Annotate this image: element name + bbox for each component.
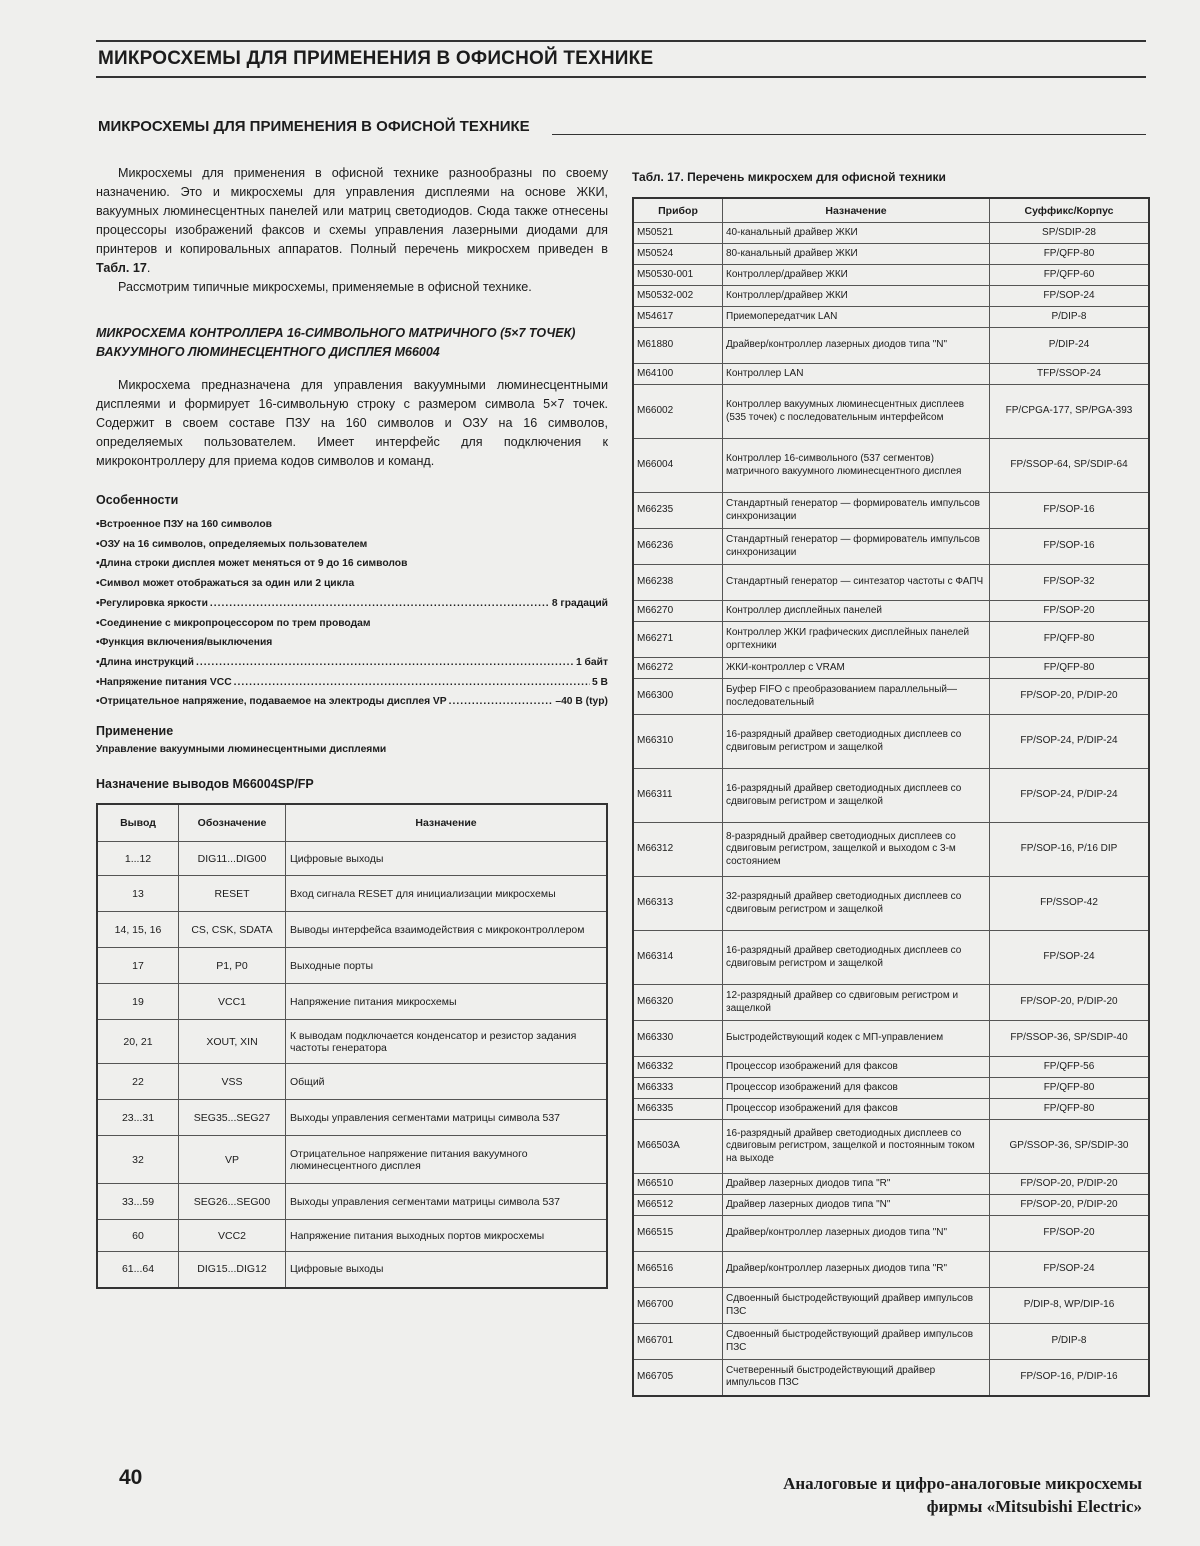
pin-number: 1...12 bbox=[97, 842, 179, 876]
page-number: 40 bbox=[119, 1466, 143, 1489]
device-name: M66310 bbox=[633, 715, 723, 769]
leader-dots bbox=[449, 692, 554, 712]
device-name: M66700 bbox=[633, 1288, 723, 1324]
device-package: FP/SOP-16, P/DIP-16 bbox=[990, 1360, 1150, 1396]
device-package: FP/QFP-80 bbox=[990, 1078, 1150, 1099]
device-package: FP/SOP-24, P/DIP-24 bbox=[990, 715, 1150, 769]
device-package: P/DIP-8 bbox=[990, 1324, 1150, 1360]
device-package: FP/SOP-20, P/DIP-20 bbox=[990, 1174, 1150, 1195]
feature-text: Символ может отображаться за один или 2 цикла bbox=[99, 578, 355, 590]
device-package: FP/SOP-16 bbox=[990, 529, 1150, 565]
leader-dots bbox=[234, 673, 590, 693]
feature-text: Длина инструкций bbox=[99, 656, 194, 668]
device-purpose: Быстродействующий кодек с МП-управлением bbox=[723, 1021, 990, 1057]
device-name: M66515 bbox=[633, 1216, 723, 1252]
pin-row bbox=[97, 1252, 607, 1288]
device-purpose: 16-разрядный драйвер светодиодных дисплеев со сдвиговым регистром и защелкой bbox=[723, 931, 990, 985]
feature-value: –40 В (typ) bbox=[555, 696, 608, 708]
device-purpose: 80-канальный драйвер ЖКИ bbox=[723, 244, 990, 265]
feature-item: • Соединение с микропроцессором по трем проводам bbox=[96, 614, 608, 634]
pin-purpose: Напряжение питания микросхемы bbox=[286, 984, 608, 1020]
device-name: M66271 bbox=[633, 622, 723, 658]
device-package: FP/QFP-60 bbox=[990, 265, 1150, 286]
pin-row bbox=[97, 1064, 607, 1100]
feature-item: • Функция включения/выключения bbox=[96, 633, 608, 653]
device-package: FP/SOP-24 bbox=[990, 286, 1150, 307]
device-package: SP/SDIP-28 bbox=[990, 223, 1150, 244]
pin-purpose: Выходы управления сегментами матрицы символа 537 bbox=[286, 1184, 608, 1220]
device-row bbox=[633, 715, 1149, 769]
pin-number: 20, 21 bbox=[97, 1020, 179, 1064]
pin-row bbox=[97, 1100, 607, 1136]
device-purpose: Контроллер дисплейных панелей bbox=[723, 601, 990, 622]
pin-purpose: Выходные порты bbox=[286, 948, 608, 984]
device-purpose: Приемопередатчик LAN bbox=[723, 307, 990, 328]
pin-symbol: RESET bbox=[179, 876, 286, 912]
device-row bbox=[633, 1216, 1149, 1252]
device-package: FP/SOP-24, P/DIP-24 bbox=[990, 769, 1150, 823]
features-heading: Особенности bbox=[96, 493, 179, 507]
device-purpose: Стандартный генератор — синтезатор частоты с ФАПЧ bbox=[723, 565, 990, 601]
device-purpose: ЖКИ-контроллер с VRAM bbox=[723, 658, 990, 679]
device-purpose: 16-разрядный драйвер светодиодных дисплеев со сдвиговым регистром, защелкой и постоянным током на выходе bbox=[723, 1120, 990, 1174]
device-purpose: Драйвер/контроллер лазерных диодов типа "N" bbox=[723, 328, 990, 364]
device-package: P/DIP-8, WP/DIP-16 bbox=[990, 1288, 1150, 1324]
pin-table-caption: Назначение выводов М66004SP/FP bbox=[96, 777, 314, 792]
pin-purpose: Напряжение питания выходных портов микросхемы bbox=[286, 1220, 608, 1252]
device-name: M66320 bbox=[633, 985, 723, 1021]
device-row bbox=[633, 679, 1149, 715]
section-rule bbox=[552, 134, 1146, 135]
device-name: M66270 bbox=[633, 601, 723, 622]
device-col-header: Прибор bbox=[633, 198, 723, 223]
device-name: M66510 bbox=[633, 1174, 723, 1195]
feature-value: 1 байт bbox=[575, 656, 608, 668]
device-package: P/DIP-8 bbox=[990, 307, 1150, 328]
table17-header-row bbox=[633, 198, 1149, 223]
feature-item: • Символ может отображаться за один или 2 цикла bbox=[96, 574, 608, 594]
pin-row bbox=[97, 984, 607, 1020]
device-package: FP/SSOP-64, SP/SDIP-64 bbox=[990, 439, 1150, 493]
device-purpose: Контроллер ЖКИ графических дисплейных панелей оргтехники bbox=[723, 622, 990, 658]
feature-item: • Отрицательное напряжение, подаваемое на электроды дисплея VP ..... –40 В (typ) bbox=[96, 692, 608, 712]
feature-text: Соединение с микропроцессором по трем проводам bbox=[99, 617, 371, 629]
intro-text: Микросхемы для применения в офисной технике разнообразны по своему назначению. Это и микросхемы для управления дисплеями на основе ЖКИ, вакуумных люминесцентных панелей или матриц светодиодов. Сюда также отнесены процессоры изображений факсов и схемы управления лазерными диодами для принтеров и копировальных аппаратов. Полный перечень микросхем приведен в bbox=[96, 166, 608, 256]
pin-purpose: Общий bbox=[286, 1064, 608, 1100]
pin-table bbox=[96, 803, 608, 1289]
intro-paragraph-2: Рассмотрим типичные микросхемы, применяемые в офисной технике. bbox=[118, 280, 532, 294]
pin-table-body bbox=[97, 842, 607, 1288]
device-package: FP/SOP-24 bbox=[990, 931, 1150, 985]
chip-description: Микросхема предназначена для управления вакуумными люминесцентными дисплеями и формирует 16-символьную строку с размером символа 5×7 точек. Содержит в своем составе ПЗУ на 160 символов и ОЗУ на 16 символов, определяемых пользователем. Имеет интерфейс для подключения к микроконтроллеру для приема кодов символов и команд. bbox=[96, 378, 608, 468]
feature-text: ОЗУ на 16 символов, определяемых пользователем bbox=[99, 538, 368, 550]
device-purpose: 16-разрядный драйвер светодиодных дисплеев со сдвиговым регистром и защелкой bbox=[723, 769, 990, 823]
device-row bbox=[633, 823, 1149, 877]
pin-purpose: Вход сигнала RESET для инициализации микросхемы bbox=[286, 876, 608, 912]
application-heading: Применение bbox=[96, 724, 174, 739]
device-package: FP/SSOP-42 bbox=[990, 877, 1150, 931]
feature-item: • Напряжение питания VCC ..... 5 В bbox=[96, 673, 608, 693]
pin-row bbox=[97, 912, 607, 948]
device-name: M50532-002 bbox=[633, 286, 723, 307]
device-row bbox=[633, 529, 1149, 565]
pin-purpose: Цифровые выходы bbox=[286, 1252, 608, 1288]
device-row bbox=[633, 1195, 1149, 1216]
feature-value: 5 В bbox=[591, 676, 608, 688]
pin-row bbox=[97, 1136, 607, 1184]
device-name: M66332 bbox=[633, 1057, 723, 1078]
device-name: M64100 bbox=[633, 364, 723, 385]
device-purpose: Процессор изображений для факсов bbox=[723, 1099, 990, 1120]
purpose-col-header: Назначение bbox=[286, 804, 608, 842]
device-package: FP/SSOP-36, SP/SDIP-40 bbox=[990, 1021, 1150, 1057]
device-purpose: Контроллер 16-символьного (537 сегментов) матричного вакуумного люминесцентного дисплея bbox=[723, 439, 990, 493]
device-name: M66503A bbox=[633, 1120, 723, 1174]
pin-number: 22 bbox=[97, 1064, 179, 1100]
feature-text: Встроенное ПЗУ на 160 символов bbox=[99, 519, 272, 530]
device-row bbox=[633, 385, 1149, 439]
device-name: M66238 bbox=[633, 565, 723, 601]
pin-symbol: VCC1 bbox=[179, 984, 286, 1020]
device-name: M66313 bbox=[633, 877, 723, 931]
device-purpose: 12-разрядный драйвер со сдвиговым регистром и защелкой bbox=[723, 985, 990, 1021]
device-row bbox=[633, 769, 1149, 823]
device-name: M54617 bbox=[633, 307, 723, 328]
feature-item: • Встроенное ПЗУ на 160 символов bbox=[96, 515, 608, 535]
table17 bbox=[632, 197, 1150, 1397]
device-package: FP/SOP-20, P/DIP-20 bbox=[990, 985, 1150, 1021]
feature-item: • Длина инструкций ..... 1 байт bbox=[96, 653, 608, 673]
feature-value: 8 градаций bbox=[551, 597, 608, 609]
device-row bbox=[633, 244, 1149, 265]
right-column bbox=[632, 170, 1150, 1397]
device-row bbox=[633, 877, 1149, 931]
running-head: МИКРОСХЕМЫ ДЛЯ ПРИМЕНЕНИЯ В ОФИСНОЙ ТЕХНИКЕ bbox=[98, 48, 654, 69]
top-rule bbox=[96, 40, 1146, 42]
left-column bbox=[96, 164, 608, 1289]
device-name: M66335 bbox=[633, 1099, 723, 1120]
device-row bbox=[633, 622, 1149, 658]
feature-item: • Длина строки дисплея может меняться от 9 до 16 символов bbox=[96, 554, 608, 574]
device-package: P/DIP-24 bbox=[990, 328, 1150, 364]
device-purpose: Драйвер лазерных диодов типа "R" bbox=[723, 1174, 990, 1195]
footer bbox=[783, 1472, 1142, 1518]
device-purpose: 32-разрядный драйвер светодиодных дисплеев со сдвиговым регистром и защелкой bbox=[723, 877, 990, 931]
pin-number: 60 bbox=[97, 1220, 179, 1252]
device-row bbox=[633, 1174, 1149, 1195]
device-purpose: 8-разрядный драйвер светодиодных дисплеев со сдвиговым регистром, защелкой и выходом с 3-м состоянием bbox=[723, 823, 990, 877]
device-purpose: Драйвер/контроллер лазерных диодов типа "N" bbox=[723, 1216, 990, 1252]
pin-row bbox=[97, 1020, 607, 1064]
pin-row bbox=[97, 876, 607, 912]
device-package: FP/QFP-80 bbox=[990, 622, 1150, 658]
table17-body bbox=[633, 223, 1149, 1396]
pin-purpose: К выводам подключается конденсатор и резистор задания частоты генератора bbox=[286, 1020, 608, 1064]
device-package: FP/SOP-20, P/DIP-20 bbox=[990, 679, 1150, 715]
device-purpose: Стандартный генератор — формирователь импульсов синхронизации bbox=[723, 529, 990, 565]
pin-purpose: Отрицательное напряжение питания вакуумного люминесцентного дисплея bbox=[286, 1136, 608, 1184]
device-purpose: Контроллер/драйвер ЖКИ bbox=[723, 286, 990, 307]
device-row bbox=[633, 286, 1149, 307]
pin-number: 14, 15, 16 bbox=[97, 912, 179, 948]
device-purpose: Стандартный генератор — формирователь импульсов синхронизации bbox=[723, 493, 990, 529]
device-package: FP/SOP-16 bbox=[990, 493, 1150, 529]
device-package: GP/SSOP-36, SP/SDIP-30 bbox=[990, 1120, 1150, 1174]
device-package: FP/QFP-80 bbox=[990, 1099, 1150, 1120]
device-name: M66330 bbox=[633, 1021, 723, 1057]
device-row bbox=[633, 493, 1149, 529]
device-name: M66516 bbox=[633, 1252, 723, 1288]
pin-row bbox=[97, 948, 607, 984]
device-row bbox=[633, 1120, 1149, 1174]
device-name: M66300 bbox=[633, 679, 723, 715]
device-package: FP/SOP-20 bbox=[990, 601, 1150, 622]
device-package: FP/SOP-16, P/16 DIP bbox=[990, 823, 1150, 877]
device-row bbox=[633, 658, 1149, 679]
device-purpose: 40-канальный драйвер ЖКИ bbox=[723, 223, 990, 244]
device-package: FP/SOP-20, P/DIP-20 bbox=[990, 1195, 1150, 1216]
device-purpose: Буфер FIFO с преобразованием параллельный—последовательный bbox=[723, 679, 990, 715]
device-row bbox=[633, 1099, 1149, 1120]
device-row bbox=[633, 1288, 1149, 1324]
device-purpose: Процессор изображений для факсов bbox=[723, 1057, 990, 1078]
device-name: M66004 bbox=[633, 439, 723, 493]
device-name: M66002 bbox=[633, 385, 723, 439]
device-row bbox=[633, 364, 1149, 385]
feature-item: • ОЗУ на 16 символов, определяемых пользователем bbox=[96, 535, 608, 555]
device-row bbox=[633, 439, 1149, 493]
device-row bbox=[633, 1078, 1149, 1099]
leader-dots bbox=[210, 594, 550, 614]
device-row bbox=[633, 1360, 1149, 1396]
device-purpose: 16-разрядный драйвер светодиодных дисплеев со сдвиговым регистром и защелкой bbox=[723, 715, 990, 769]
feature-item: • Регулировка яркости ..... 8 градаций bbox=[96, 594, 608, 614]
feature-text: Напряжение питания VCC bbox=[99, 676, 232, 688]
head-rule bbox=[96, 76, 1146, 78]
device-package: FP/QFP-80 bbox=[990, 244, 1150, 265]
symbol-col-header: Обозначение bbox=[179, 804, 286, 842]
feature-text: Регулировка яркости bbox=[99, 597, 208, 609]
pin-symbol: VCC2 bbox=[179, 1220, 286, 1252]
device-row bbox=[633, 601, 1149, 622]
device-row bbox=[633, 1252, 1149, 1288]
device-package: TFP/SSOP-24 bbox=[990, 364, 1150, 385]
device-row bbox=[633, 307, 1149, 328]
pin-number: 61...64 bbox=[97, 1252, 179, 1288]
device-purpose: Контроллер/драйвер ЖКИ bbox=[723, 265, 990, 286]
chip-heading: МИКРОСХЕМА КОНТРОЛЛЕРА 16-СИМВОЛЬНОГО МАТРИЧНОГО (5×7 ТОЧЕК) ВАКУУМНОГО ЛЮМИНЕСЦЕНТНОГО ДИСПЛЕЯ М66004 bbox=[96, 326, 576, 359]
device-purpose: Сдвоенный быстродействующий драйвер импульсов ПЗС bbox=[723, 1324, 990, 1360]
device-row bbox=[633, 931, 1149, 985]
pin-symbol: DIG15...DIG12 bbox=[179, 1252, 286, 1288]
leader-dots bbox=[196, 653, 574, 673]
footer-line-1: Аналоговые и цифро-аналоговые микросхемы bbox=[783, 1474, 1142, 1493]
pin-table-header-row bbox=[97, 804, 607, 842]
pin-symbol: XOUT, XIN bbox=[179, 1020, 286, 1064]
device-purpose: Драйвер/контроллер лазерных диодов типа "R" bbox=[723, 1252, 990, 1288]
device-row bbox=[633, 1324, 1149, 1360]
device-name: M50524 bbox=[633, 244, 723, 265]
pin-purpose: Выводы интерфейса взаимодействия с микроконтроллером bbox=[286, 912, 608, 948]
device-purpose: Процессор изображений для факсов bbox=[723, 1078, 990, 1099]
pin-symbol: DIG11...DIG00 bbox=[179, 842, 286, 876]
table17-caption: Табл. 17. Перечень микросхем для офисной техники bbox=[632, 170, 946, 184]
device-row bbox=[633, 1021, 1149, 1057]
pin-number: 23...31 bbox=[97, 1100, 179, 1136]
feature-text: Функция включения/выключения bbox=[99, 637, 273, 649]
application-text: Управление вакуумными люминесцентными дисплеями bbox=[96, 744, 387, 756]
section-heading: МИКРОСХЕМЫ ДЛЯ ПРИМЕНЕНИЯ В ОФИСНОЙ ТЕХНИКЕ bbox=[98, 118, 530, 135]
device-name: M66512 bbox=[633, 1195, 723, 1216]
device-name: M66314 bbox=[633, 931, 723, 985]
pin-row bbox=[97, 1184, 607, 1220]
purpose-col-header: Назначение bbox=[723, 198, 990, 223]
features-list bbox=[96, 515, 608, 712]
device-name: M61880 bbox=[633, 328, 723, 364]
pin-row bbox=[97, 1220, 607, 1252]
intro-paragraph-1: Микросхемы для применения в офисной технике разнообразны по своему назначению. Это и микросхемы для управления дисплеями на основе ЖКИ, вакуумных люминесцентных панелей или матриц светодиодов. Сюда также отнесены процессоры изображений факсов и схемы управления лазерными диодами для принтеров и копировальных аппаратов. Полный перечень микросхем приведен в Табл. 17. bbox=[96, 166, 608, 275]
pin-symbol: SEG35...SEG27 bbox=[179, 1100, 286, 1136]
pin-symbol: P1, P0 bbox=[179, 948, 286, 984]
device-name: M66236 bbox=[633, 529, 723, 565]
device-purpose: Контроллер LAN bbox=[723, 364, 990, 385]
device-row bbox=[633, 985, 1149, 1021]
device-package: FP/SOP-24 bbox=[990, 1252, 1150, 1288]
device-name: M50521 bbox=[633, 223, 723, 244]
device-name: M66312 bbox=[633, 823, 723, 877]
device-package: FP/QFP-56 bbox=[990, 1057, 1150, 1078]
device-name: M50530-001 bbox=[633, 265, 723, 286]
pin-purpose: Цифровые выходы bbox=[286, 842, 608, 876]
device-name: M66701 bbox=[633, 1324, 723, 1360]
pin-symbol: SEG26...SEG00 bbox=[179, 1184, 286, 1220]
pin-number: 13 bbox=[97, 876, 179, 912]
pin-symbol: CS, CSK, SDATA bbox=[179, 912, 286, 948]
package-col-header: Суффикс/Корпус bbox=[990, 198, 1150, 223]
device-package: FP/CPGA-177, SP/PGA-393 bbox=[990, 385, 1150, 439]
device-name: M66705 bbox=[633, 1360, 723, 1396]
device-purpose: Драйвер лазерных диодов типа "N" bbox=[723, 1195, 990, 1216]
pin-symbol: VSS bbox=[179, 1064, 286, 1100]
feature-text: Длина строки дисплея может меняться от 9 до 16 символов bbox=[99, 558, 408, 570]
pin-row bbox=[97, 842, 607, 876]
device-package: FP/SOP-32 bbox=[990, 565, 1150, 601]
device-package: FP/QFP-80 bbox=[990, 658, 1150, 679]
device-name: M66311 bbox=[633, 769, 723, 823]
feature-text: Отрицательное напряжение, подаваемое на электроды дисплея VP bbox=[99, 696, 447, 708]
pin-col-header: Вывод bbox=[97, 804, 179, 842]
device-row bbox=[633, 1057, 1149, 1078]
device-package: FP/SOP-20 bbox=[990, 1216, 1150, 1252]
device-purpose: Сдвоенный быстродействующий драйвер импульсов ПЗС bbox=[723, 1288, 990, 1324]
table-ref: Табл. 17 bbox=[96, 261, 147, 275]
device-purpose: Контроллер вакуумных люминесцентных дисплеев (535 точек) с последовательным интерфейсом bbox=[723, 385, 990, 439]
pin-symbol: VP bbox=[179, 1136, 286, 1184]
footer-line-2: фирмы «Mitsubishi Electric» bbox=[926, 1497, 1142, 1516]
device-row bbox=[633, 265, 1149, 286]
pin-number: 32 bbox=[97, 1136, 179, 1184]
device-name: M66272 bbox=[633, 658, 723, 679]
device-name: M66333 bbox=[633, 1078, 723, 1099]
device-row bbox=[633, 565, 1149, 601]
device-name: M66235 bbox=[633, 493, 723, 529]
pin-number: 17 bbox=[97, 948, 179, 984]
device-purpose: Счетверенный быстродействующий драйвер импульсов ПЗС bbox=[723, 1360, 990, 1396]
pin-purpose: Выходы управления сегментами матрицы символа 537 bbox=[286, 1100, 608, 1136]
pin-number: 33...59 bbox=[97, 1184, 179, 1220]
device-row bbox=[633, 328, 1149, 364]
device-row bbox=[633, 223, 1149, 244]
pin-number: 19 bbox=[97, 984, 179, 1020]
